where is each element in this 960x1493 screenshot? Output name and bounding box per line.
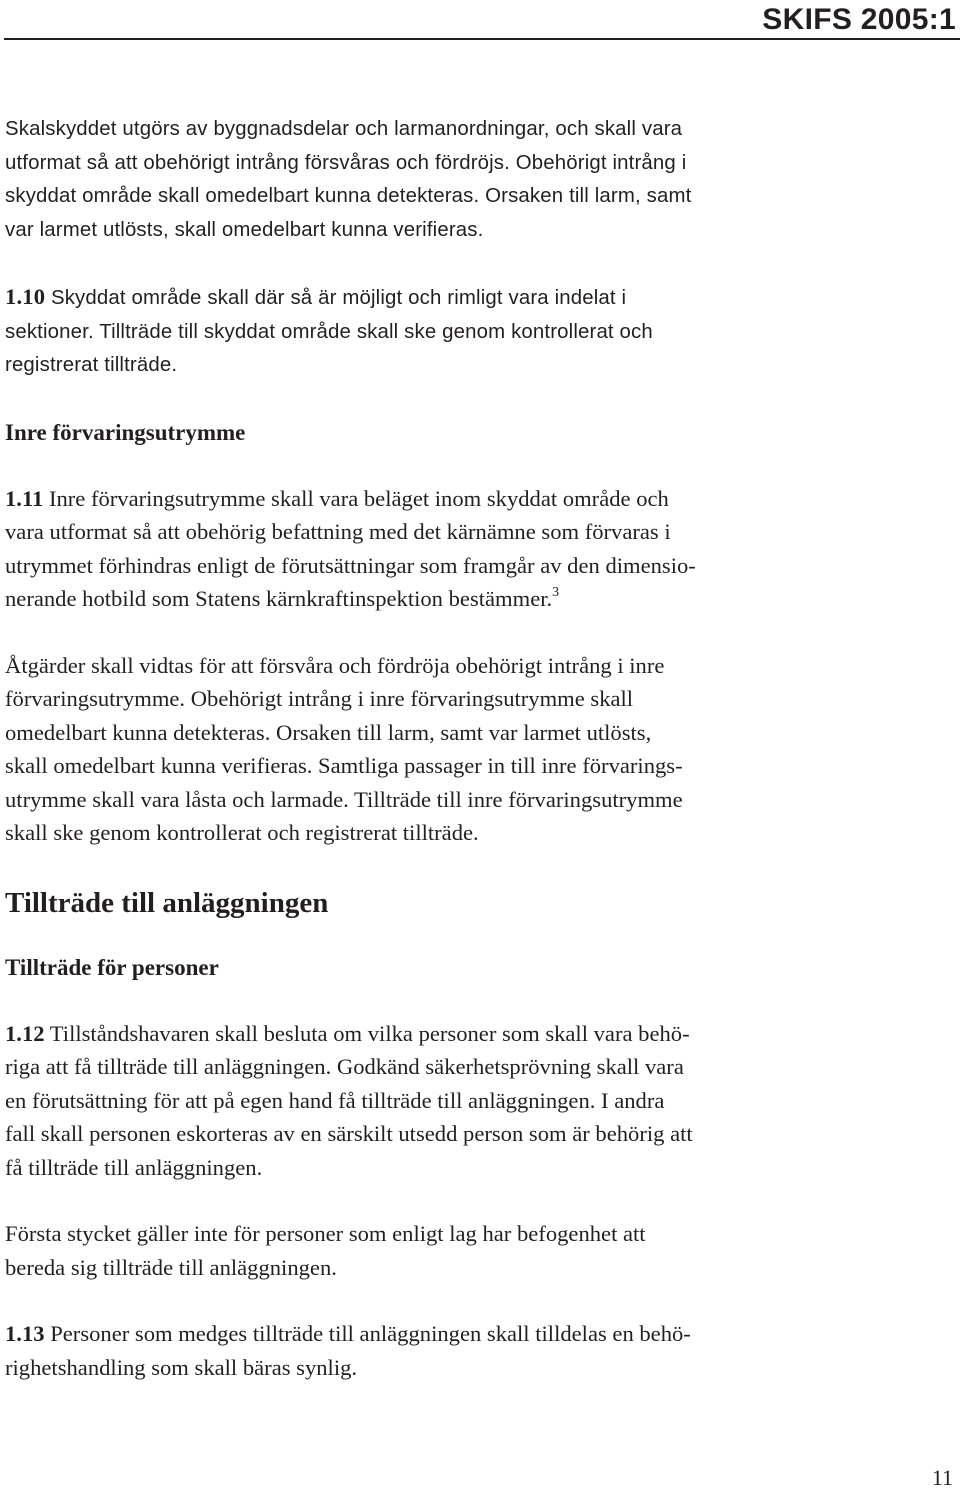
text-run: Personer som medges tillträde till anläggningen skall tilldelas en behö- xyxy=(44,1321,691,1346)
text-line: righetshandling som skall bäras synlig. xyxy=(5,1354,358,1380)
page-header xyxy=(0,0,960,40)
text-run: Tillståndshavaren skall besluta om vilka personer som skall vara behö- xyxy=(44,1020,690,1046)
text-line: vara utformat så att obehörig befattning med det kärnämne som förvaras i xyxy=(5,519,671,544)
text-line: riga att få tillträde till anläggningen. Godkänd säkerhetsprövning skall vara xyxy=(5,1054,684,1079)
text-line: skyddat område skall omedelbart kunna detekteras. Orsaken till larm, samt xyxy=(5,185,692,207)
text-line: bereda sig tillträde till anläggningen. xyxy=(5,1254,337,1280)
section-number: 1.13 xyxy=(5,1321,45,1346)
text-line: registrerat tillträde. xyxy=(5,354,178,376)
paragraph-forsta-stycket xyxy=(5,1217,955,1284)
text-line: skall omedelbart kunna verifieras. Samtliga passager in till inre förvarings- xyxy=(5,753,683,778)
text-line xyxy=(5,582,955,616)
footnote-reference: 3 xyxy=(552,585,560,600)
text-line: utrymme skall vara låsta och larmade. Tillträde till inre förvaringsutrymme xyxy=(5,786,683,812)
text-line: utformat så att obehörigt intrång försvåras och fördröjs. Obehörigt intrång i xyxy=(5,151,687,174)
text-line xyxy=(5,1017,955,1051)
paragraph-atgarder xyxy=(5,649,955,850)
text-line: fall skall personen eskorteras av en särskilt utsedd person som är behörig att xyxy=(5,1121,693,1146)
header-divider xyxy=(4,38,960,40)
text-line: Åtgärder skall vidtas för att försvåra och fördröja obehörigt intrång i inre xyxy=(5,652,665,678)
text-line: Första stycket gäller inte för personer som enligt lag har befogenhet att xyxy=(5,1221,646,1246)
paragraph-1-11 xyxy=(5,482,955,616)
text-line: Skalskyddet utgörs av byggnadsdelar och larmanordningar, och skall vara xyxy=(5,118,683,140)
text-run: Inre förvaringsutrymme skall vara beläget inom skyddat område och xyxy=(43,485,669,511)
document-code: SKIFS 2005:1 xyxy=(762,3,956,36)
text-line xyxy=(5,482,955,516)
text-line: var larmet utlösts, skall omedelbart kunna verifieras. xyxy=(5,218,484,241)
text-line: få tillträde till anläggningen. xyxy=(5,1154,263,1180)
text-line: skall ske genom kontrollerat och registrerat tillträde. xyxy=(5,820,479,845)
text-line: förvaringsutrymme. Obehörigt intrång i inre förvaringsutrymme skall xyxy=(5,686,634,711)
page-number: 11 xyxy=(931,1465,953,1490)
text-line: omedelbart kunna detekteras. Orsaken till larm, samt var larmet utlösts, xyxy=(5,719,652,745)
page-body xyxy=(5,113,955,1417)
section-number: 1.11 xyxy=(5,485,44,511)
section-number: 1.10 xyxy=(5,284,46,309)
text-line xyxy=(5,1317,955,1351)
paragraph-1-10 xyxy=(5,280,955,383)
text-line xyxy=(5,280,955,316)
heading-inre-forvaringsutrymme: Inre förvaringsutrymme xyxy=(5,419,246,445)
text-line: sektioner. Tillträde till skyddat område skall ske genom kontrollerat och xyxy=(5,320,653,343)
heading-tilltrade-for-personer: Tillträde för personer xyxy=(5,954,219,980)
text-line: en förutsättning för att på egen hand få tillträde till anläggningen. I andra xyxy=(5,1087,665,1113)
heading-tilltrade-till-anlaggningen: Tillträde till anläggningen xyxy=(5,886,329,919)
text-line: utrymmet förhindras enligt de förutsättningar som framgår av den dimensio- xyxy=(5,552,696,578)
text-run: nerande hotbild som Statens kärnkraftinspektion bestämmer. xyxy=(5,586,553,611)
section-number: 1.12 xyxy=(5,1020,45,1046)
paragraph-1-12 xyxy=(5,1017,955,1185)
text-run: Skyddat område skall där så är möjligt och rimligt vara indelat i xyxy=(45,287,627,309)
paragraph-1-13 xyxy=(5,1317,955,1384)
paragraph-skalskydd xyxy=(5,113,955,247)
